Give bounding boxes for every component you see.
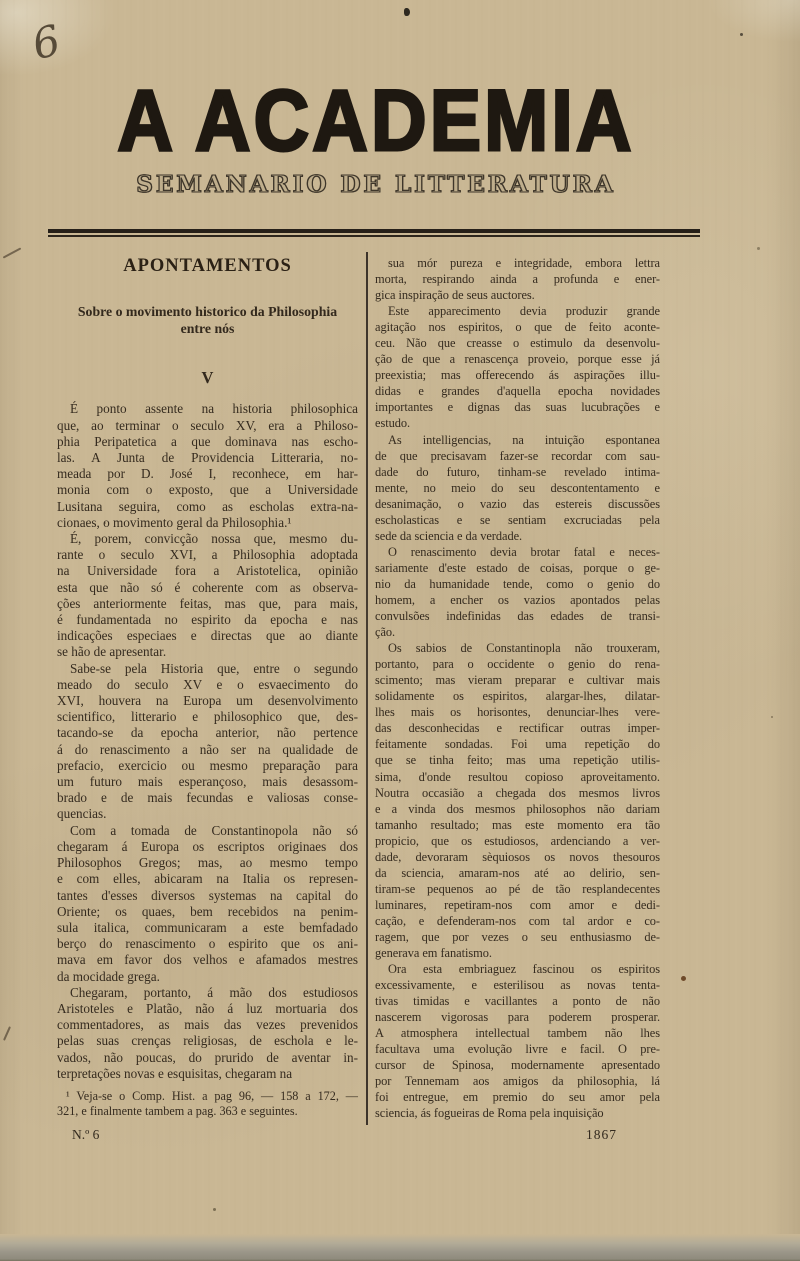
text-line: desanimação, o vazio das estereis discussões xyxy=(375,496,660,511)
paragraph xyxy=(57,985,358,1082)
text-line: las. A Junta de Providencia Litteraria, no- xyxy=(57,450,358,466)
journal-subtitle: SEMANARIO DE LITTERATURA xyxy=(136,170,616,198)
column-divider-rule xyxy=(366,252,368,1125)
paragraph xyxy=(57,401,358,531)
text-line: didas e grandes d'aquella epocha novidades xyxy=(375,384,660,399)
text-line: terpretações novas e esquisitas, chegaram na xyxy=(57,1065,293,1081)
text-line: sariamente d'este estado de coisas, porque o ge- xyxy=(375,560,660,575)
text-line: As intelligencias, na intuição espontanea xyxy=(388,432,660,447)
page-bottom-edge xyxy=(0,1234,800,1261)
text-line: um futuro mais esperançoso, mais desassom- xyxy=(57,774,358,790)
text-line: ceu. Não que creasse o estimulo da desenvolu- xyxy=(375,336,660,351)
paragraph xyxy=(375,544,660,640)
section-number: V xyxy=(201,368,214,388)
text-line: Noutra occasião a chegada dos mesmos livros xyxy=(375,785,660,800)
text-line: na Universidade fora a Aristotelica, opinião xyxy=(57,563,358,579)
text-line: XVI, houvera na Europa um desenvolvimento xyxy=(57,693,358,709)
text-line: portanto, para o occidente o genio do rena- xyxy=(375,657,660,672)
text-line: Este apparecimento devia produzir grande xyxy=(388,304,660,319)
text-line: meado do seculo XV e o esvaecimento do xyxy=(57,676,358,692)
text-line: esta que não só é coherente com as observa- xyxy=(57,579,358,595)
text-line: Chegaram, portanto, á mão dos estudiosos xyxy=(70,984,358,1000)
text-line: da mocidade grega. xyxy=(57,968,160,984)
paragraph xyxy=(375,432,660,544)
text-line: sula italica, communicaram a este bemfadado xyxy=(57,919,358,935)
text-line: homem, a encher os vazios apontados pelas xyxy=(375,592,660,607)
text-line: ¹ Veja-se o Comp. Hist. a pag 96, — 158 a 172, — xyxy=(66,1088,358,1103)
text-line: Philosophos Gregos; mas, ao mesmo tempo xyxy=(57,855,358,871)
text-line: luminares, repetiram-nos com amor e dedi- xyxy=(375,897,660,912)
text-line: rante o seculo XVI, a Philosophia adoptada xyxy=(57,547,358,563)
text-line: sima, d'onde resultou copioso aproveitamento. xyxy=(375,769,660,784)
masthead xyxy=(0,72,752,198)
text-line: escholasticas e se sentiam excruciadas pela xyxy=(375,512,660,527)
text-line: cursor de Spinosa, modernamente apresentado xyxy=(375,1058,660,1073)
rule-thick-line xyxy=(48,229,700,233)
text-line: meada por D. José I, reconhece, em har- xyxy=(57,466,358,482)
ink-speck xyxy=(681,976,686,981)
article-subheading xyxy=(57,303,358,337)
article-subheading-line: entre nós xyxy=(180,321,235,337)
text-line: facultava uma evolução livre e facil. O pre- xyxy=(375,1042,660,1057)
text-line: e com elles, abicaram na Italia os represen- xyxy=(57,871,358,887)
text-line: Lusitana seguira, como as escholas extra-na- xyxy=(57,498,358,514)
text-line: solidamente os espiritos, alargar-lhes, dilatar- xyxy=(375,689,660,704)
text-line: prefacio, exercicio ou mesmo preparação para xyxy=(57,757,358,773)
text-line: por Tennemam aos amigos da philosophia, lá xyxy=(375,1074,660,1089)
text-line: brado e de mais fecundas e valiosas conse- xyxy=(57,790,358,806)
text-line: Oriente; os quaes, bem recebidos na penim- xyxy=(57,903,358,919)
text-line: A atmosphera intellectual tambem não lhes xyxy=(375,1026,660,1041)
ink-speck xyxy=(771,716,773,718)
text-line: ção de que a renascença proveio, porque esse já xyxy=(375,352,660,367)
right-column-body xyxy=(375,255,660,1122)
text-line: nascerem vigorosas para poderem prosperar. xyxy=(375,1010,660,1025)
text-line: e a vinda dos mesmos philosophos não dariam xyxy=(375,801,660,816)
text-line: das desconhecidas e rectificar outras imper- xyxy=(375,721,660,736)
text-line: sciencia, ás fogueiras de Roma pela inquisição xyxy=(375,1106,604,1121)
text-line: Aristoteles e Platão, não á luz mortuaria dos xyxy=(57,1000,358,1016)
paragraph xyxy=(57,531,358,661)
paragraph xyxy=(57,823,358,985)
text-line: ragem, que por vezes o seu enthusiasmo de- xyxy=(375,929,660,944)
text-line: estudo. xyxy=(375,416,411,431)
text-line: berço do renascimento o espirito que os ani- xyxy=(57,936,358,952)
text-line: É, porem, convicção nossa que, mesmo du- xyxy=(70,531,358,547)
left-column xyxy=(57,252,358,1119)
text-line: Sabe-se pela Historia que, entre o segundo xyxy=(70,660,358,676)
text-line: scimento; mas vieram preparar e cultivar mais xyxy=(375,673,660,688)
text-line: sua mór pureza e integridade, embora lettra xyxy=(388,256,660,270)
text-line: da sciencia, amaram-nos até ao delirio, sen- xyxy=(375,865,660,880)
paragraph xyxy=(375,961,660,1121)
text-line: que, ao terminar o seculo XV, era a Philoso- xyxy=(57,417,358,433)
text-line: á do renascimento a não ser na qualidade de xyxy=(57,741,358,757)
paragraph xyxy=(57,661,358,823)
text-line: indicações especiaes e directas que ao diante xyxy=(57,628,358,644)
text-line: generava em fanatismo. xyxy=(375,946,492,961)
text-line: gica inspiração de seus auctores. xyxy=(375,288,535,303)
text-line: se hão de apresentar. xyxy=(57,644,167,660)
ink-speck xyxy=(740,33,743,36)
text-line: feitamente sondadas. Foi uma repetição do xyxy=(375,737,660,752)
text-line: morta, respirando ainda a profunda e ener- xyxy=(375,272,660,287)
ink-speck xyxy=(757,247,760,250)
text-line: scientifico, litterario e philosophico que, des- xyxy=(57,709,358,725)
text-line: tiram-se pequenos ao pé de tão resplandecentes xyxy=(375,881,660,896)
text-line: ção. xyxy=(375,625,396,640)
handwritten-page-number: 6 xyxy=(27,15,66,70)
text-line: preexistia; mas offerecendo ás aspirações illu- xyxy=(375,368,660,383)
paragraph xyxy=(375,640,660,961)
journal-title: A ACADEMIA xyxy=(117,72,635,169)
text-line: vados, não poucas, do prurido de aventar in- xyxy=(57,1049,358,1065)
ink-speck xyxy=(213,1208,216,1211)
text-line: É ponto assente na historia philosophica xyxy=(70,401,358,417)
ink-speck xyxy=(404,8,410,16)
text-line: mente, no meio do seu descontentamento e xyxy=(375,480,660,495)
text-line: tivas timidas e vacillantes a ponto de não xyxy=(375,994,660,1009)
text-line: nio da humanidade tende, como o genio do xyxy=(375,576,660,591)
header-divider-rule xyxy=(48,229,700,238)
text-line: commentadores, as mais das vezes prevenidos xyxy=(57,1017,358,1033)
paragraph xyxy=(375,255,660,303)
text-line: chegaram á Europa os escriptos originaes dos xyxy=(57,838,358,854)
text-line: tacando-se da epocha anterior, não pertence xyxy=(57,725,358,741)
text-line: sede da sciencia e da verdade. xyxy=(375,528,523,543)
text-line: excessivamente, e esterilisou as novas tenta- xyxy=(375,978,660,993)
text-line: dade do futuro, tinham-se revelado intima- xyxy=(375,464,660,479)
text-line: foi entregue, em premio do seu amor pela xyxy=(375,1090,660,1105)
left-column-body xyxy=(57,401,358,1082)
text-line: propicio, que os estudiosos, ardenciando a ver- xyxy=(375,833,660,848)
paragraph xyxy=(375,303,660,431)
text-line: 321, e finalmente tambem a pag. 363 e seguintes. xyxy=(57,1103,298,1118)
issue-number: N.º 6 xyxy=(72,1127,100,1142)
text-line: é fundamentada no espirito da epocha e nas xyxy=(57,612,358,628)
article-subheading-line: Sobre o movimento historico da Philosophia xyxy=(77,304,338,320)
text-line: de que precisavam fazer-se recordar com sau- xyxy=(375,448,660,463)
text-line: lhes mais os horisontes, denunciar-lhes vere- xyxy=(375,705,660,720)
text-line: monia com o exposto, que a Universidade xyxy=(57,482,358,498)
rule-thin-line xyxy=(48,235,700,237)
text-line: importantes e dignas das suas lucubrações e xyxy=(375,400,660,415)
text-line: convulsões indefinidas das edades de transi- xyxy=(375,609,660,624)
text-line: quencias. xyxy=(57,806,107,822)
text-line: O renascimento devia brotar fatal e neces- xyxy=(388,544,660,559)
text-line: Com a tomada de Constantinopola não só xyxy=(70,822,358,838)
text-line: agitação nos espiritos, o que de feito aconte- xyxy=(375,320,660,335)
text-line: mava em favor dos velhos e afamados mestres xyxy=(57,952,358,968)
article-heading: APONTAMENTOS xyxy=(123,256,292,276)
text-line: Ora esta embriaguez fascinou os espiritos xyxy=(388,962,660,977)
text-line: tantes d'esses diversos systemas na capital do xyxy=(57,887,358,903)
right-column xyxy=(375,252,660,1122)
text-line: dade, devoraram sèquiosos os novos thesouros xyxy=(375,849,660,864)
publication-year: 1867 xyxy=(586,1127,617,1142)
footnote xyxy=(57,1089,358,1119)
text-line: phia Peripatetica a que dominava nas escho- xyxy=(57,433,358,449)
text-line: tamanho resultado; mas este momento era tão xyxy=(375,817,660,832)
text-line: que se tinha feito; mas uma repetição utilis- xyxy=(375,753,660,768)
text-line: cionaes, o movimento geral da Philosophia.¹ xyxy=(57,514,292,530)
text-line: Os sabios de Constantinopla não trouxeram, xyxy=(388,641,660,656)
text-line: cação, e defenderam-nos com tal ardor e co- xyxy=(375,913,660,928)
text-line: ções anteriormente feitas, mas que, para mais, xyxy=(57,595,358,611)
text-line: pelas suas crenças religiosas, de eschola e le- xyxy=(57,1033,358,1049)
